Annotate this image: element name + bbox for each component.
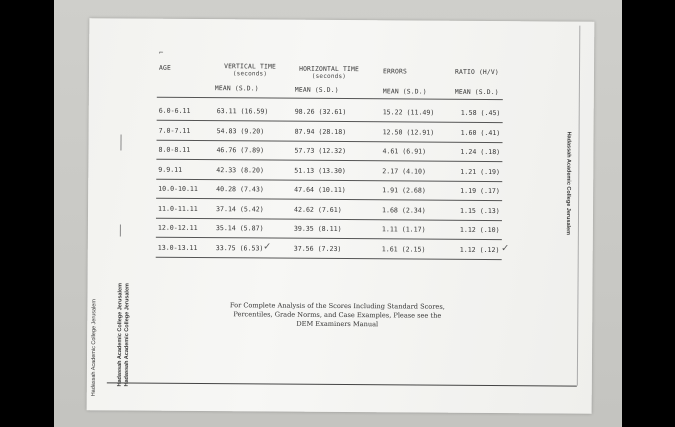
pen-mark: ⌐: [159, 48, 164, 57]
errors-cell: 1.61 (2.15): [381, 244, 426, 254]
ratio-cell: 1.15 (.13): [460, 206, 500, 215]
errors-cell: 12.50 (12.91): [382, 127, 435, 137]
age-cell: 9.9.11: [158, 165, 183, 174]
subheader-ratio: MEAN (S.D.): [454, 88, 499, 97]
margin-tick: [120, 224, 121, 236]
age-cell: 7.0-7.11: [158, 126, 191, 135]
horizontal-time-cell: 98.26 (32.61): [294, 107, 347, 117]
ratio-cell: 1.58 (.45): [460, 108, 501, 118]
college-stamp-right: Hadassah Academic College Jerusalem: [564, 131, 572, 236]
norms-sheet: [87, 18, 595, 414]
college-stamp-inner: Hadassah Academic College Jerusalem: [116, 283, 124, 387]
subheader-vertical: MEAN (S.D.): [214, 85, 259, 93]
college-stamp-left: Hadassah Academic College Jerusalem: [90, 299, 98, 397]
checkmark-icon: ✓: [263, 239, 271, 253]
horizontal-time-cell: 37.56 (7.23): [293, 244, 342, 253]
errors-cell: 1.11 (1.17): [381, 225, 426, 234]
college-stamp-inner: Hadassah Academic College Jerusalem: [123, 283, 131, 387]
age-cell: 6.0-6.11: [158, 106, 191, 115]
vertical-time-cell: 37.14 (5.42): [216, 204, 264, 213]
errors-cell: 1.68 (2.34): [382, 205, 426, 215]
vertical-time-cell: 33.75 (6.53): [215, 243, 264, 252]
bottom-rule: [107, 382, 577, 386]
vertical-time-cell: 54.83 (9.20): [216, 126, 265, 135]
header-horizontal-time: HORIZONTAL TIME (seconds): [299, 65, 359, 81]
subheader-errors: MEAN (S.D.): [382, 88, 427, 96]
subheader-horizontal: MEAN (S.D.): [294, 86, 339, 94]
age-cell: 10.0-10.11: [158, 184, 198, 194]
vertical-time-cell: 46.76 (7.89): [216, 146, 265, 155]
vertical-time-cell: 42.33 (8.20): [216, 165, 264, 174]
ratio-cell: 1.19 (.17): [460, 186, 500, 196]
age-cell: 11.0-11.11: [158, 204, 198, 213]
manual-note: For Complete Analysis of the Scores Including Standard Scores, Percentiles, Grade Norms, and Case Examples, Please see the DEM Examiners Manual: [229, 301, 445, 329]
ratio-cell: 1.12 (.10): [459, 225, 500, 235]
vertical-time-cell: 63.11 (16.59): [216, 107, 269, 116]
horizontal-time-cell: 51.13 (13.30): [294, 166, 346, 175]
errors-cell: 15.22 (11.49): [382, 108, 435, 117]
horizontal-time-cell: 87.94 (28.18): [294, 127, 347, 136]
header-vertical-time: VERTICAL TIME (seconds): [224, 63, 277, 78]
age-cell: 12.0-12.11: [157, 223, 198, 233]
table-row: [88, 243, 593, 267]
horizontal-time-cell: 42.62 (7.61): [294, 205, 342, 214]
header-errors: ERRORS: [382, 68, 407, 76]
horizontal-time-cell: 39.35 (8.11): [293, 224, 342, 234]
header-ratio: RATIO (H/V): [454, 68, 499, 77]
age-cell: 8.0-8.11: [158, 145, 191, 154]
ratio-cell: 1.24 (.18): [460, 147, 501, 157]
horizontal-time-cell: 47.64 (10.11): [294, 185, 346, 195]
horizontal-time-cell: 57.73 (12.32): [294, 146, 347, 156]
vertical-time-cell: 40.28 (7.43): [216, 185, 264, 194]
age-cell: 13.0-13.11: [157, 243, 198, 252]
header-rule: [157, 97, 503, 100]
checkmark-icon: ✓: [501, 241, 509, 255]
ratio-cell: 1.21 (.19): [460, 167, 501, 176]
ratio-cell: 1.60 (.41): [460, 128, 501, 137]
margin-tick: [120, 134, 121, 150]
errors-cell: 4.61 (6.91): [382, 147, 427, 156]
errors-cell: 1.91 (2.68): [382, 186, 426, 195]
ratio-cell: 1.12 (.12): [459, 245, 500, 254]
vertical-time-cell: 35.14 (5.87): [215, 224, 264, 233]
header-age: AGE: [159, 64, 172, 72]
errors-cell: 2.17 (4.10): [382, 166, 427, 176]
